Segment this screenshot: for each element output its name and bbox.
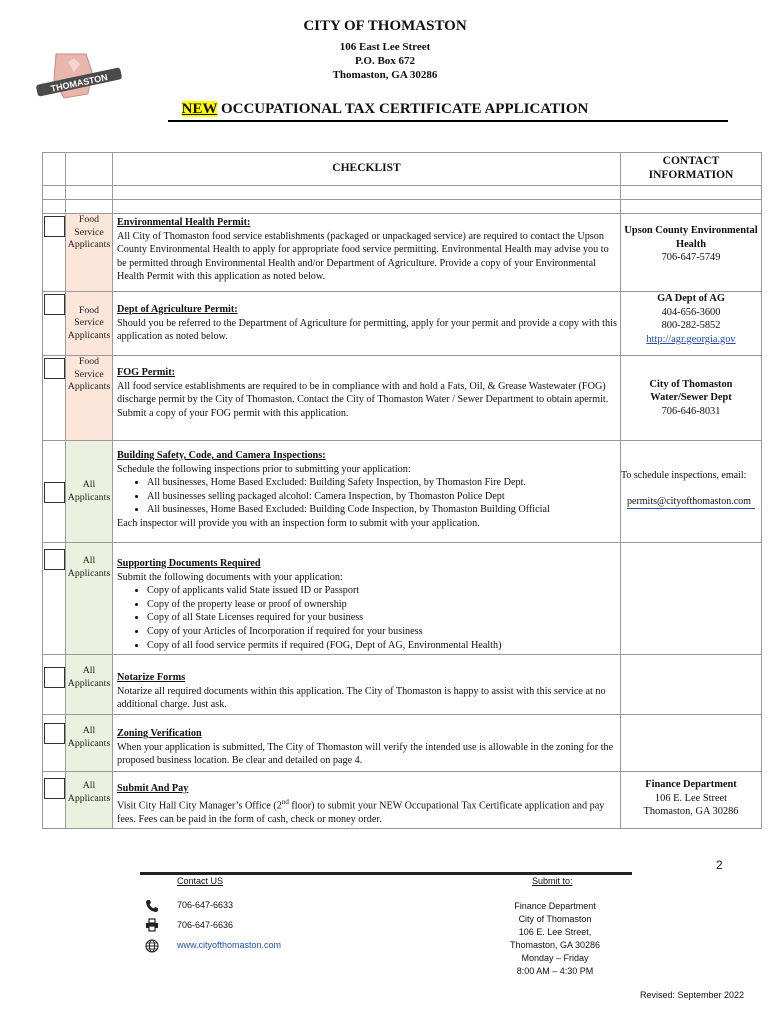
item-heading: FOG Permit: [117, 367, 175, 378]
checklist-table [42, 152, 762, 829]
city-name: CITY OF THOMASTON [303, 18, 467, 34]
item-body: When your application is submitted, The City of Thomaston will verify the intended use is allowable in the zoning for the proposed business location. Be clear and detailed on page 4. [117, 741, 614, 767]
checkbox[interactable] [44, 778, 65, 799]
documents-list [117, 584, 617, 652]
item-heading: Dept of Agriculture Permit: [117, 304, 238, 316]
checkbox[interactable] [44, 482, 65, 503]
contact-name: Upson County Environmental Health [624, 225, 758, 250]
revised-date: Revised: September 2022 [640, 990, 745, 1000]
checkbox[interactable] [44, 294, 65, 315]
checkbox[interactable] [44, 667, 65, 688]
contact-phone: 706-647-5749 [661, 252, 721, 264]
phone-icon [145, 899, 159, 918]
submit-to-label: Submit to: [532, 876, 573, 886]
list-item: • All businesses selling packaged alcohol: Camera Inspection, by Thomaston Police Dept [147, 490, 617, 504]
checklist-row [43, 772, 762, 829]
applicant-type: All Applicants [66, 543, 113, 655]
item-body: All food service establishments are required to be in compliance with and hold a Fats, Oil, & Grease Wastewater (FOG) discharge permit by the City of Thomaston. Contact the City of Thomaston Water / Sewer Department to obtain apermit. Submit a copy of your FOG permit with this application. [117, 380, 609, 419]
permits-email[interactable]: permits@cityofthomaston.com [627, 495, 755, 510]
contact-name: GA Dept of AG [657, 293, 725, 304]
applicant-type: All Applicants [66, 715, 113, 772]
printer-icon [145, 918, 159, 937]
globe-icon [145, 939, 159, 958]
title-rule [168, 120, 728, 122]
contact-phone: 706-647-6633 [177, 900, 234, 910]
list-item: • Copy of the property lease or proof of ownership [147, 598, 617, 612]
contact-us-label: Contact US [177, 876, 224, 886]
checklist-header: CHECKLIST [113, 153, 621, 186]
contact-phone: 404-656-3600 [661, 306, 721, 318]
applicant-type: All Applicants [66, 772, 113, 829]
checklist-row [43, 441, 762, 543]
contact-address-2: Thomaston, GA 30286 [643, 806, 739, 818]
svg-text:THOMASTON: THOMASTON [49, 72, 109, 94]
list-item: • Copy of all food service permits if required (FOG, Dept of AG, Environmental Health) [147, 639, 617, 653]
checklist-row [43, 292, 762, 356]
checklist-row [43, 214, 762, 292]
contact-header: CONTACT INFORMATION [621, 153, 762, 186]
website-link[interactable]: www.cityofthomaston.com [177, 940, 282, 950]
item-body: Schedule the following inspections prior to submitting your application: [117, 463, 411, 475]
address-line-1: 106 East Lee Street [339, 41, 431, 53]
agr-link[interactable]: http://agr.georgia.gov [646, 333, 736, 345]
checklist-row [43, 715, 762, 772]
contact-address-1: 106 E. Lee Street [654, 792, 728, 804]
checkbox[interactable] [44, 723, 65, 744]
contact-phone-2: 800-282-5852 [661, 320, 721, 332]
contact-text: To schedule inspections, email: [621, 470, 747, 481]
item-heading: Notarize Forms [117, 672, 186, 684]
item-body: All City of Thomaston food service establishments (packaged or unpackaged service) are required to contact the Upson County Environmental Health to apply for appropriate food service permitting. Environmental Health may advise you to be permitted through Environmental Health and/or Department of Agriculture. Provide a copy of your Environmental Health Permit with this application as noted below. [117, 230, 609, 283]
checkbox[interactable] [44, 216, 65, 237]
footer-rule [140, 872, 632, 875]
item-body: Visit City Hall City Manager’s Office (2nd floor) to submit your NEW Occupational Tax Certificate application and pay fees. Fees can be paid in the form of cash, check or money order. [117, 797, 605, 825]
list-item: • Copy of your Articles of Incorporation if required for your business [147, 625, 617, 639]
address-line-2: P.O. Box 672 [354, 55, 416, 67]
item-heading: Supporting Documents Required [117, 558, 261, 569]
checklist-row [43, 356, 762, 441]
item-heading: Building Safety, Code, and Camera Inspections: [117, 450, 326, 461]
checkbox[interactable] [44, 358, 65, 379]
new-highlight: NEW [181, 101, 218, 117]
checklist-row [43, 543, 762, 655]
address-line-3: Thomaston, GA 30286 [332, 69, 438, 81]
contact-name: Finance Department [645, 779, 737, 791]
contact-phone: 706-646-8031 [661, 405, 721, 417]
checklist-row [43, 655, 762, 715]
item-body: Should you be referred to the Department of Agriculture for permitting, apply for your permit and provide a copy with this application as noted below. [117, 317, 617, 343]
item-heading: Submit And Pay [117, 783, 189, 795]
contact-name: City of Thomaston Water/Sewer Dept [649, 378, 733, 404]
applicant-type: Food Service Applicants [66, 356, 113, 441]
list-item: • Copy of all State Licenses required for your business [147, 611, 617, 625]
applicant-type: Food Service Applicants [66, 292, 113, 356]
application-title [0, 101, 770, 118]
item-heading: Environmental Health Permit: [117, 217, 251, 228]
item-body: Notarize all required documents within this application. The City of Thomaston is happy to assist with this service at no additional charge. Just ask. [117, 685, 606, 711]
application-title-text: OCCUPATIONAL TAX CERTIFICATE APPLICATION [217, 101, 589, 117]
item-body: Submit the following documents with your application: [117, 571, 343, 583]
inspection-list [117, 476, 617, 517]
submit-address: Finance Department City of Thomaston 106 E. Lee Street, Thomaston, GA 30286 Monday – Friday 8:00 AM – 4:30 PM [509, 901, 601, 976]
contact-fax: 706-647-6636 [177, 920, 234, 930]
checkbox[interactable] [44, 549, 65, 570]
list-item: • All businesses, Home Based Excluded: Building Code Inspection, by Thomaston Building Official [147, 503, 617, 517]
item-tail: Each inspector will provide you with an inspection form to submit with your application. [117, 517, 480, 529]
page-number: 2 [716, 858, 723, 872]
applicant-type: All Applicants [66, 655, 113, 715]
item-heading: Zoning Verification [117, 728, 202, 740]
list-item: • Copy of applicants valid State issued ID or Passport [147, 584, 617, 598]
applicant-type: Food Service Applicants [66, 214, 113, 292]
applicant-type: All Applicants [66, 441, 113, 543]
list-item: • All businesses, Home Based Excluded: Building Safety Inspection, by Thomaston Fire Dept. [147, 476, 617, 490]
